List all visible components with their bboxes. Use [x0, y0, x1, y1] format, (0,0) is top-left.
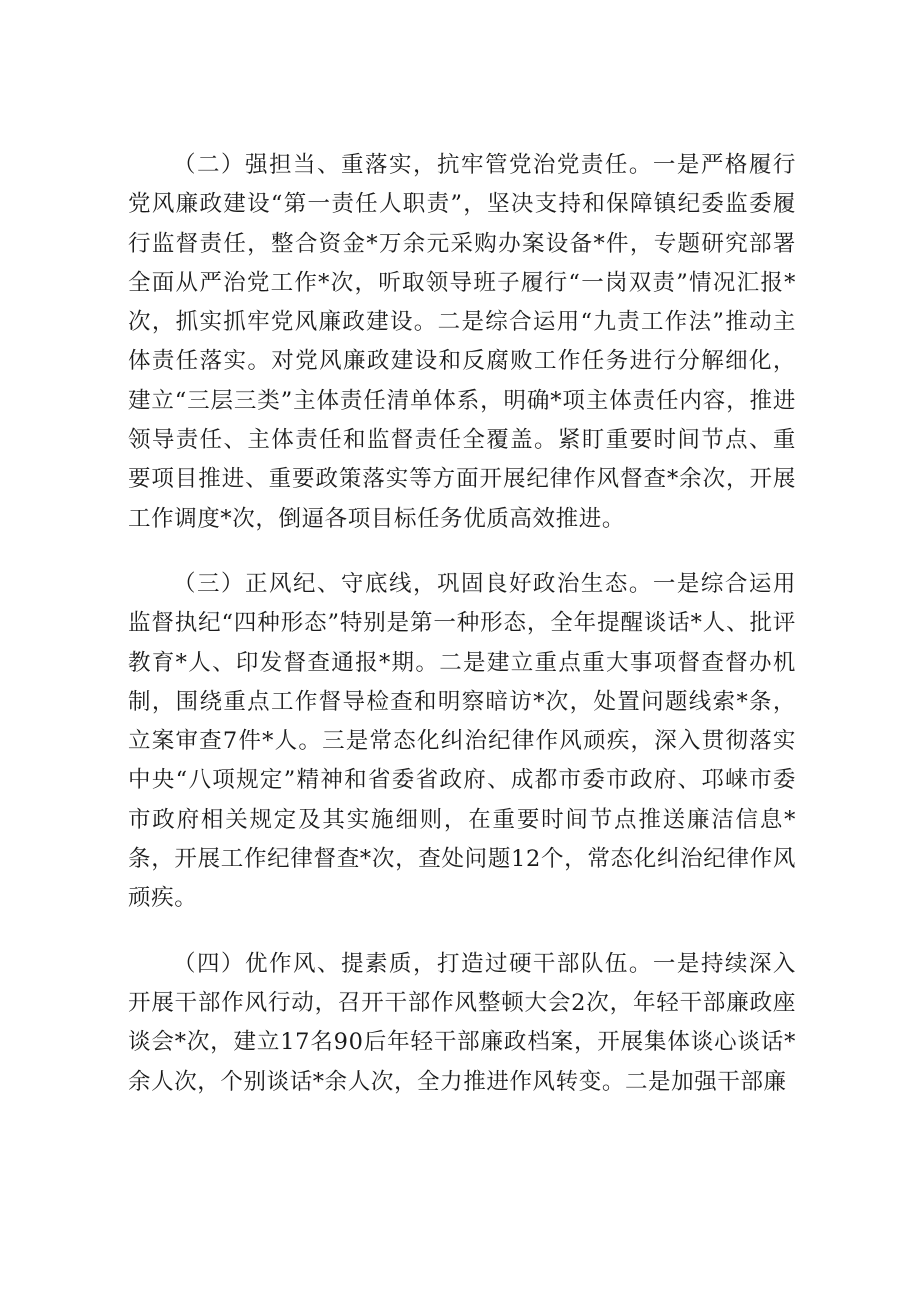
paragraph-2-responsibility: （二）强担当、重落实，抗牢管党治党责任。一是严格履行党风廉政建设“第一责任人职责”，坚决支持和保障镇纪委监委履行监督责任，整合资金*万余元采购办案设备*件，专题研究部署全面从严治党工作*次，听取领导班子履行“一岗双责”情况汇报*次，抓实抓牢党风廉政建设。二是综合运用“九责工作法”推动主体责任落实。对党风廉政建设和反腐败工作任务进行分解细化，建立“三层三类”主体责任清单体系，明确*项主体责任内容，推进领导责任、主体责任和监督责任全覆盖。紧盯重要时间节点、重要项目推进、重要政策落实等方面开展纪律作风督查*余次，开展工作调度*次，倒逼各项目标任务优质高效推进。 — [128, 152, 796, 532]
paragraph-4-cadre-team: （四）优作风、提素质，打造过硬干部队伍。一是持续深入开展干部作风行动，召开干部作风整顿大会2次，年轻干部廉政座谈会*次，建立17名90后年轻干部廉政档案，开展集体谈心谈话*余人次，个别谈话*余人次，全力推进作风转变。二是加强干部廉 — [128, 950, 796, 1095]
document-body — [128, 146, 796, 1102]
paragraph-3-discipline: （三）正风纪、守底线，巩固良好政治生态。一是综合运用监督执纪“四种形态”特别是第一种形态，全年提醒谈话*人、批评教育*人、印发督查通报*期。二是建立重点重大事项督查督办机制，围绕重点工作督导检查和明察暗访*次，处置问题线索*条，立案审查7件*人。三是常态化纠治纪律作风顽疾，深入贯彻落实中央“八项规定”精神和省委省政府、成都市委市政府、邛崃市委市政府相关规定及其实施细则，在重要时间节点推送廉洁信息*条，开展工作纪律督查*次，查处问题12个，常态化纠治纪律作风顽疾。 — [128, 570, 796, 912]
